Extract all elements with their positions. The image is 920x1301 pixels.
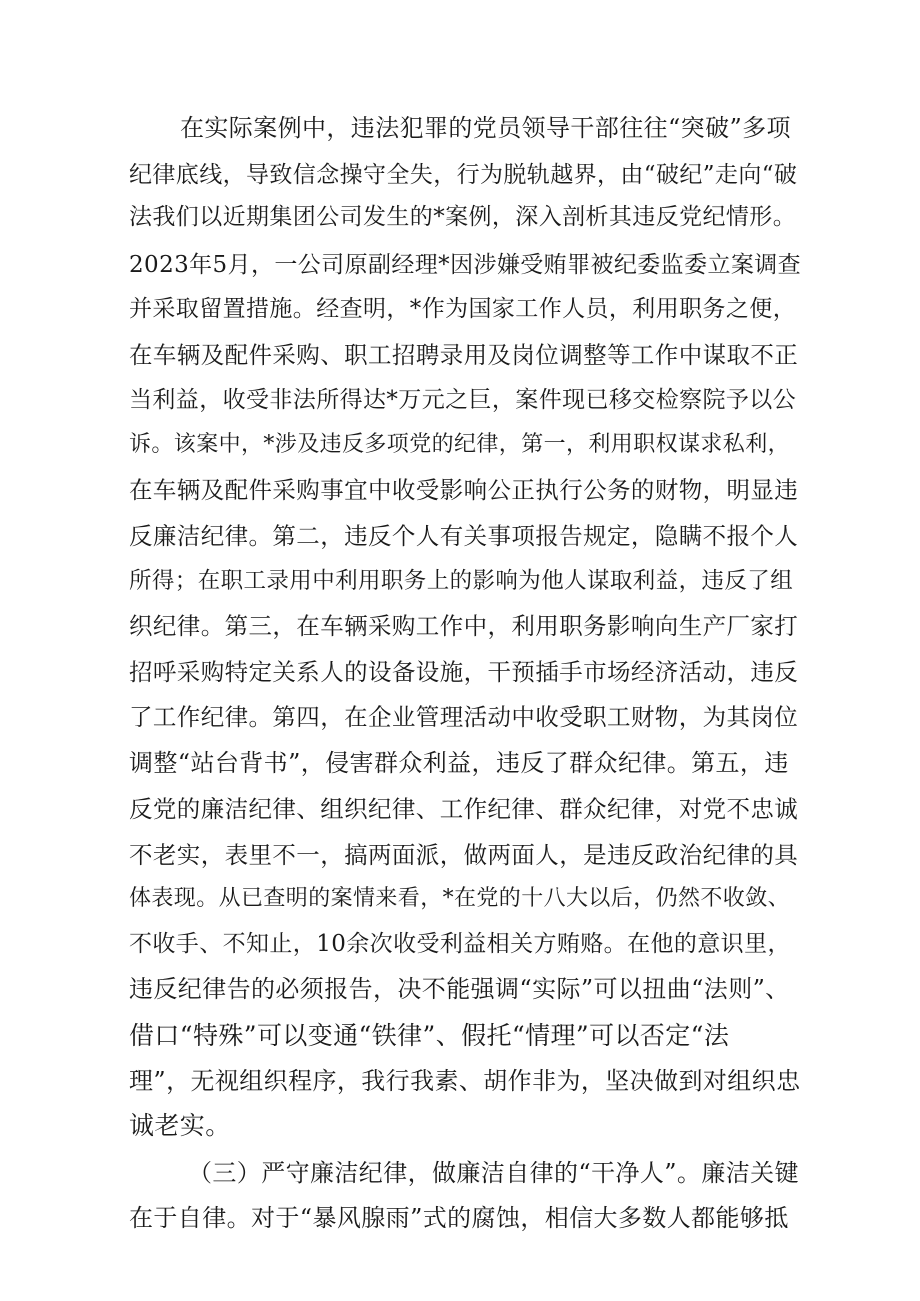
- paragraph-line: 了工作纪律。第四，在企业管理活动中收受职工财物，为其岗位: [129, 703, 799, 731]
- paragraph-line: 织纪律。第三，在车辆采购工作中，利用职务影响向生产厂家打: [129, 612, 799, 640]
- paragraph-line: 不老实，表里不一，搞两面派，做两面人，是违反政治纪律的具: [129, 841, 799, 869]
- paragraph-line: 在车辆及配件采购、职工招聘录用及岗位调整等工作中谋取不正: [129, 341, 799, 369]
- paragraph-line: 纪律底线，导致信念操守全失，行为脱轨越界，由“破纪”走向“破: [129, 162, 798, 188]
- paragraph-line: 法我们以近期集团公司发生的*案例，深入剖析其违反党纪情形。: [129, 204, 797, 230]
- section-heading-line: （三）严守廉洁纪律，做廉洁自律的“干净人”。廉洁关键: [188, 1159, 799, 1187]
- paragraph-line: 反党的廉洁纪律、组织纪律、工作纪律、群众纪律，对党不忠诚: [129, 795, 799, 823]
- paragraph-line: 反廉洁纪律。第二，违反个人有关事项报告规定，隐瞒不报个人: [129, 522, 799, 550]
- paragraph-line: 不收手、不知止，10余次收受利益相关方贿赂。在他的意识里，: [129, 931, 791, 957]
- paragraph-line: 并采取留置措施。经查明，*作为国家工作人员，利用职务之便，: [129, 296, 797, 322]
- paragraph-line: 借口“特殊”可以变通“铁律”、假托“情理”可以否定“法: [129, 1021, 730, 1050]
- paragraph-line: 当利益，收受非法所得达*万元之巨，案件现已移交检察院予以公: [129, 387, 797, 413]
- paragraph-line: 调整“站台背书”，侵害群众利益，违反了群众纪律。第五，违: [129, 749, 789, 777]
- paragraph-line: 违反纪律告的必须报告，决不能强调“实际”可以扭曲“法则”、: [129, 975, 790, 1003]
- paragraph-line: 诚老实。: [129, 1111, 231, 1140]
- paragraph-line: 在于自律。对于“暴风腺雨”式的腐蚀，相信大多数人都能够抵: [129, 1204, 789, 1232]
- paragraph-line: 在实际案例中，违法犯罪的党员领导干部往往“突破”多项: [180, 114, 791, 142]
- paragraph-line: 理”，无视组织程序，我行我素、胡作非为，坚决做到对组织忠: [129, 1067, 801, 1095]
- paragraph-line: 在车辆及配件采购事宜中收受影响公正执行公务的财物，明显违: [129, 476, 799, 504]
- paragraph-line: 体表现。从已查明的案情来看，*在党的十八大以后，仍然不收敛、: [129, 886, 791, 911]
- paragraph-line: 所得；在职工录用中利用职务上的影响为他人谋取利益，违反了组: [129, 568, 794, 594]
- paragraph-line: 诉。该案中，*涉及违反多项党的纪律，第一，利用职权谋求私利，: [129, 432, 791, 457]
- paragraph-line: 2023年5月，一公司原副经理*因涉嫌受贿罪被纪委监委立案调查: [129, 252, 802, 278]
- paragraph-line: 招呼采购特定关系人的设备设施，干预插手市场经济活动，违反: [129, 658, 799, 686]
